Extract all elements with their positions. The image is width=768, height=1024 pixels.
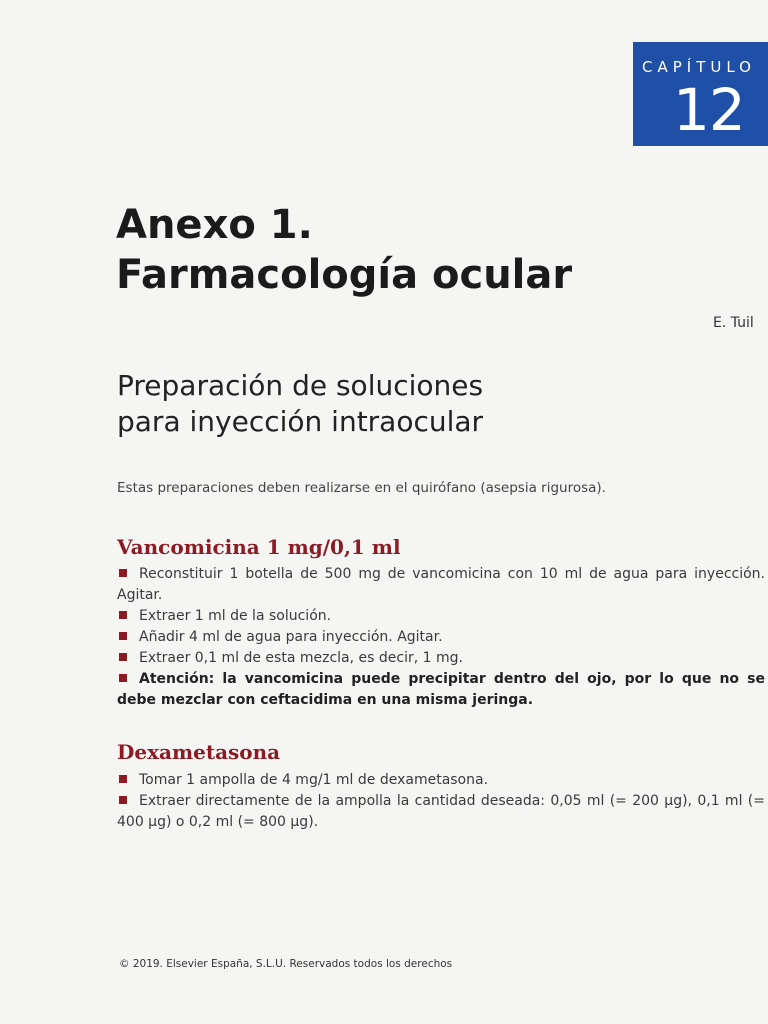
list-item-text: Extraer directamente de la ampolla la cantidad deseada: 0,05 ml (= 200 µg), 0,1 ml (= 400 µg) o 0,2 ml (= 800 µg). bbox=[117, 793, 765, 830]
list-item bbox=[117, 648, 765, 669]
chapter-label: CAPÍTULO bbox=[642, 58, 756, 76]
list-item-text: Extraer 0,1 ml de esta mezcla, es decir, 1 mg. bbox=[139, 650, 463, 666]
bullet-square-icon bbox=[119, 632, 127, 640]
list-item-text: Reconstituir 1 botella de 500 mg de vancomicina con 10 ml de agua para inyección. Agitar. bbox=[117, 566, 765, 603]
section-subtitle bbox=[117, 368, 483, 440]
vancomicina-heading: Vancomicina 1 mg/0,1 ml bbox=[117, 535, 401, 559]
section-subtitle-line-1: Preparación de soluciones bbox=[117, 369, 484, 402]
chapter-badge bbox=[633, 42, 768, 146]
list-item bbox=[117, 606, 765, 627]
page-title-line-2: Farmacología ocular bbox=[116, 252, 573, 298]
bullet-square-icon bbox=[119, 796, 127, 804]
list-item-text: Tomar 1 ampolla de 4 mg/1 ml de dexametasona. bbox=[139, 772, 489, 788]
list-item-text: Atención: la vancomicina puede precipitar dentro del ojo, por lo que no se debe mezclar con ceftacidima en una misma jeringa. bbox=[117, 671, 765, 708]
list-item-warning bbox=[117, 669, 765, 711]
list-item-text: Extraer 1 ml de la solución. bbox=[139, 608, 332, 624]
page-title-line-1: Anexo 1. bbox=[116, 202, 313, 248]
dexametasona-steps bbox=[117, 770, 765, 833]
bullet-square-icon bbox=[119, 653, 127, 661]
intro-paragraph: Estas preparaciones deben realizarse en el quirófano (asepsia rigurosa). bbox=[117, 480, 606, 496]
bullet-square-icon bbox=[119, 569, 127, 577]
section-subtitle-line-2: para inyección intraocular bbox=[117, 405, 484, 438]
page-title bbox=[116, 200, 572, 300]
list-item bbox=[117, 770, 765, 791]
list-item bbox=[117, 627, 765, 648]
dexametasona-heading: Dexametasona bbox=[117, 740, 281, 764]
author-name: E. Tuil bbox=[713, 315, 754, 331]
chapter-number: 12 bbox=[673, 76, 745, 144]
vancomicina-steps bbox=[117, 564, 765, 711]
list-item bbox=[117, 564, 765, 606]
list-item-text: Añadir 4 ml de agua para inyección. Agitar. bbox=[139, 629, 443, 645]
copyright-footer: © 2019. Elsevier España, S.L.U. Reservados todos los derechos bbox=[119, 958, 453, 970]
bullet-square-icon bbox=[119, 775, 127, 783]
bullet-square-icon bbox=[119, 611, 127, 619]
list-item bbox=[117, 791, 765, 833]
bullet-square-icon bbox=[119, 674, 127, 682]
